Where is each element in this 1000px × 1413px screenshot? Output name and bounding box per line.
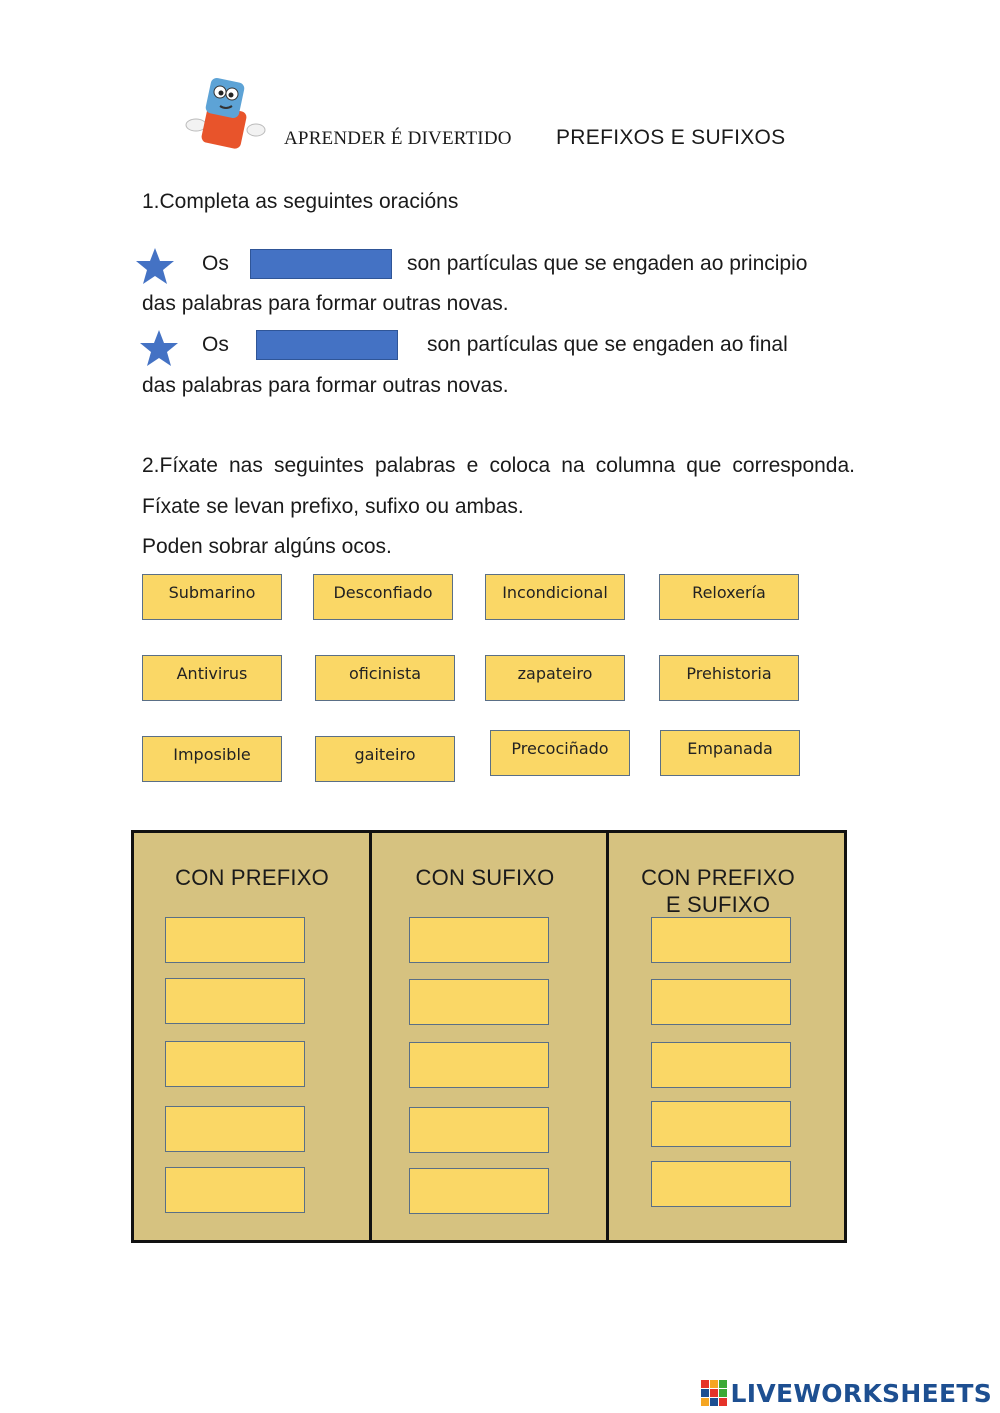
line2-os: Os xyxy=(202,333,229,356)
word-tile[interactable]: Incondicional xyxy=(485,574,625,620)
drop-slot-sufixo[interactable] xyxy=(409,979,549,1025)
drop-slot-prefixo[interactable] xyxy=(165,1167,305,1213)
word-tile[interactable]: gaiteiro xyxy=(315,736,455,782)
star-icon xyxy=(138,328,180,368)
word-tile[interactable]: Imposible xyxy=(142,736,282,782)
star-icon xyxy=(134,246,176,286)
logo-text: LIVEWORKSHEETS xyxy=(730,1378,992,1408)
column-heading-prefixo: CON PREFIXO xyxy=(175,865,329,890)
word-tile[interactable]: Submarino xyxy=(142,574,282,620)
drop-slot-ambos[interactable] xyxy=(651,1101,791,1147)
brand-text: APRENDER É DIVERTIDO xyxy=(284,128,512,149)
word-tile[interactable]: Empanada xyxy=(660,730,800,776)
drop-slot-sufixo[interactable] xyxy=(409,917,549,963)
answer-blank-sufixos[interactable] xyxy=(256,330,398,360)
column-heading-ambos-line2: E SUFIXO xyxy=(665,892,771,917)
word-tile[interactable]: Precociñado xyxy=(490,730,630,776)
drop-slot-ambos[interactable] xyxy=(651,979,791,1025)
column-heading-ambos-line1: CON PREFIXO xyxy=(641,865,795,890)
drop-slot-sufixo[interactable] xyxy=(409,1042,549,1088)
page-title: PREFIXOS E SUFIXOS xyxy=(556,126,786,149)
exercise2-note: Poden sobrar algúns ocos. xyxy=(142,535,392,558)
exercise2-text: 2.Fíxate nas seguintes palabras e coloca na columna que corresponda. Fíxate se levan prefixo, sufixo ou ambas. xyxy=(142,454,855,518)
line1-os: Os xyxy=(202,252,229,275)
drop-slot-prefixo[interactable] xyxy=(165,978,305,1024)
drop-slot-prefixo[interactable] xyxy=(165,1106,305,1152)
drop-slot-ambos[interactable] xyxy=(651,917,791,963)
drop-slot-ambos[interactable] xyxy=(651,1042,791,1088)
word-tile[interactable]: oficinista xyxy=(315,655,455,701)
drop-slot-ambos[interactable] xyxy=(651,1161,791,1207)
line1-cont: das palabras para formar outras novas. xyxy=(142,292,509,315)
column-heading-sufixo: CON SUFIXO xyxy=(415,865,555,890)
sorting-board xyxy=(131,830,847,1243)
word-tile[interactable]: zapateiro xyxy=(485,655,625,701)
answer-blank-prefixos[interactable] xyxy=(250,249,392,279)
word-tile[interactable]: Reloxería xyxy=(659,574,799,620)
drop-slot-prefixo[interactable] xyxy=(165,917,305,963)
column-divider xyxy=(369,833,372,1240)
drop-slot-sufixo[interactable] xyxy=(409,1168,549,1214)
drop-slot-sufixo[interactable] xyxy=(409,1107,549,1153)
exercise1-heading: 1.Completa as seguintes oracións xyxy=(142,190,459,213)
word-tile[interactable]: Desconfiado xyxy=(313,574,453,620)
word-tile[interactable]: Antivirus xyxy=(142,655,282,701)
liveworksheets-logo xyxy=(701,1378,992,1408)
column-heading-ambos xyxy=(608,864,828,918)
eraser-mascot-icon xyxy=(184,70,266,152)
drop-slot-prefixo[interactable] xyxy=(165,1041,305,1087)
logo-grid-icon xyxy=(701,1380,727,1406)
line1-rest: son partículas que se engaden ao principio xyxy=(407,252,808,275)
line2-rest: son partículas que se engaden ao final xyxy=(427,333,788,356)
line2-cont: das palabras para formar outras novas. xyxy=(142,374,509,397)
word-tile[interactable]: Prehistoria xyxy=(659,655,799,701)
